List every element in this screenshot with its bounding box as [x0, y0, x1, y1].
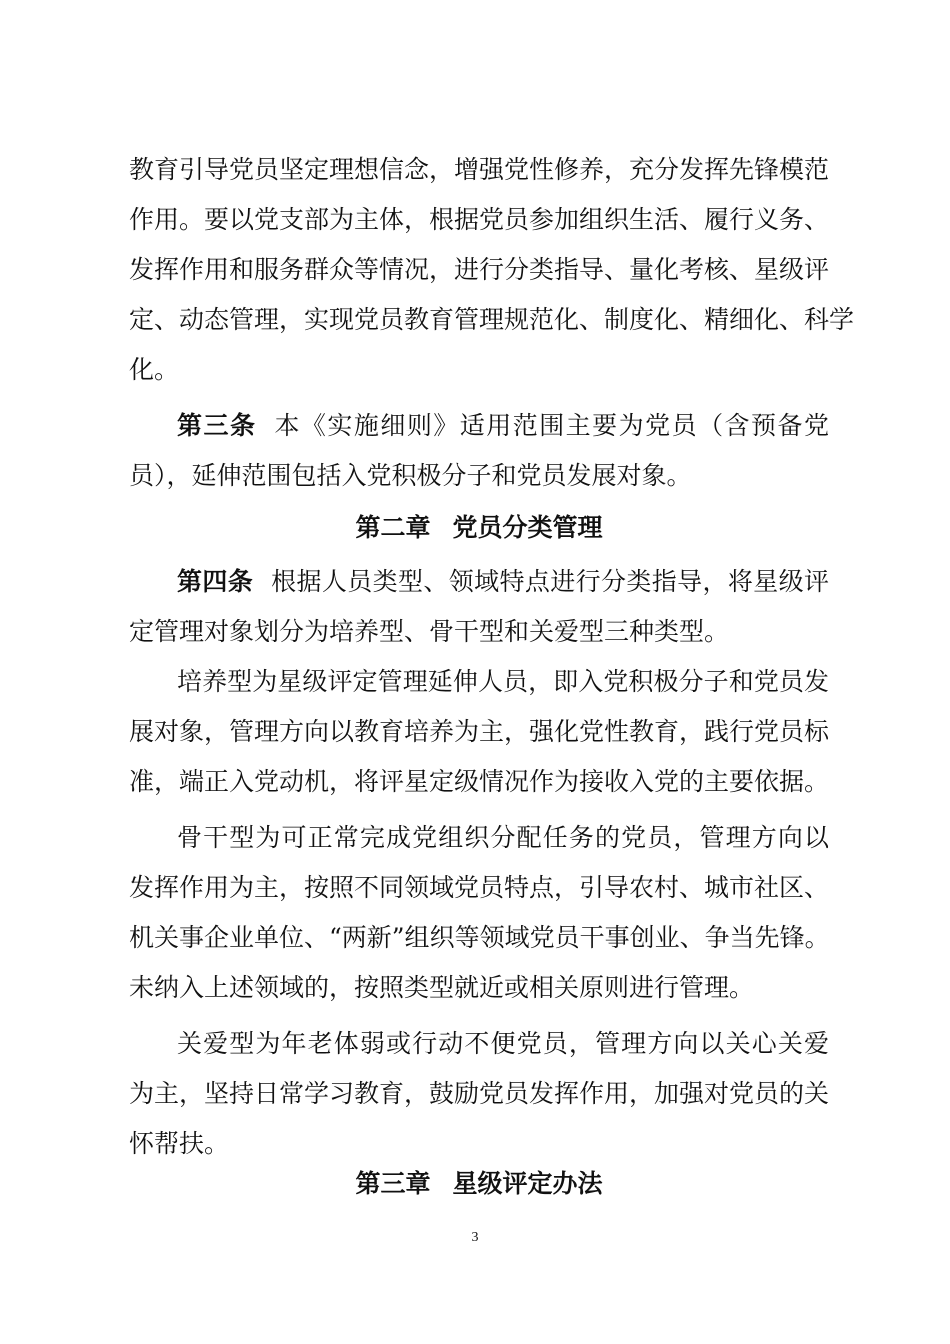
paragraph-line: 展对象，管理方向以教育培养为主，强化党性教育，践行党员标	[129, 717, 830, 746]
chapter-title: 党员分类管理	[452, 513, 603, 542]
paragraph-line: 发挥作用和服务群众等情况，进行分类指导、量化考核、星级评	[129, 255, 830, 284]
article-label: 第三条	[177, 411, 257, 440]
page-number: 3	[471, 1230, 479, 1245]
chapter-number: 第三章	[355, 1169, 431, 1198]
paragraph-line: 机关事企业单位、“两新”组织等领域党员干事创业、争当先锋。	[129, 923, 830, 952]
paragraph-line: 关爱型为年老体弱或行动不便党员，管理方向以关心关爱	[177, 1029, 829, 1058]
paragraph-line: 员），延伸范围包括入党积极分子和党员发展对象。	[129, 461, 692, 490]
chapter-heading	[129, 512, 829, 544]
paragraph-line: 骨干型为可正常完成党组织分配任务的党员，管理方向以	[177, 823, 829, 852]
article-4	[177, 566, 829, 598]
article-text: 根据人员类型、领域特点进行分类指导，将星级评	[271, 567, 829, 596]
paragraph-line: 发挥作用为主，按照不同领域党员特点，引导农村、城市社区、	[129, 873, 830, 902]
paragraph-line: 化。	[129, 355, 180, 384]
paragraph-line: 培养型为星级评定管理延伸人员，即入党积极分子和党员发	[177, 667, 829, 696]
paragraph-line: 未纳入上述领域的，按照类型就近或相关原则进行管理。	[129, 973, 755, 1002]
paragraph-line: 教育引导党员坚定理想信念，增强党性修养，充分发挥先锋模范	[129, 155, 830, 184]
chapter-title: 星级评定办法	[452, 1169, 603, 1198]
paragraph-line: 怀帮扶。	[129, 1129, 230, 1158]
chapter-heading	[129, 1168, 829, 1200]
article-label: 第四条	[177, 567, 254, 596]
paragraph-line: 定、动态管理，实现党员教育管理规范化、制度化、精细化、科学	[129, 305, 855, 334]
paragraph-line: 为主，坚持日常学习教育，鼓励党员发挥作用，加强对党员的关	[129, 1079, 830, 1108]
paragraph-line: 定管理对象划分为培养型、骨干型和关爱型三种类型。	[129, 617, 730, 646]
paragraph-line: 准，端正入党动机，将评星定级情况作为接收入党的主要依据。	[129, 767, 830, 796]
paragraph-line: 作用。要以党支部为主体，根据党员参加组织生活、履行义务、	[129, 205, 830, 234]
chapter-number: 第二章	[355, 513, 431, 542]
article-text: 本《实施细则》适用范围主要为党员（含预备党	[274, 411, 829, 440]
article-3	[177, 410, 829, 442]
